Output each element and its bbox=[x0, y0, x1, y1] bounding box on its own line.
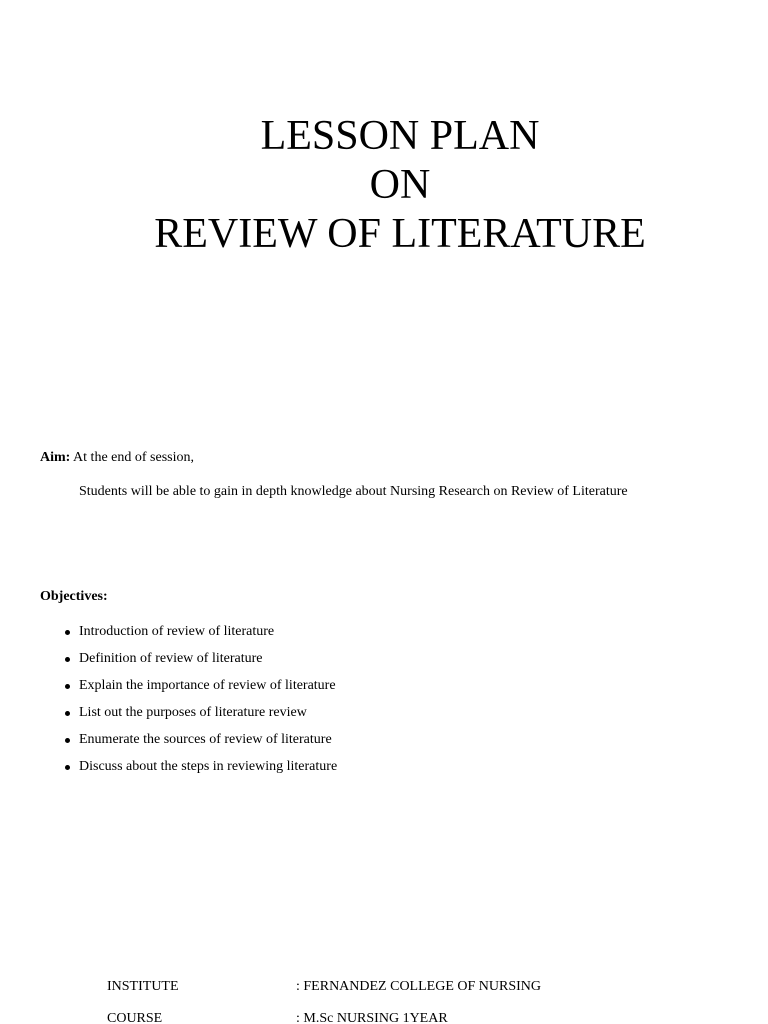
aim-text: At the end of session, bbox=[70, 450, 194, 465]
bullet-icon bbox=[65, 765, 70, 770]
info-label: INSTITUTE bbox=[107, 979, 179, 994]
objective-text: Introduction of review of literature bbox=[79, 624, 275, 639]
objective-text: List out the purposes of literature review bbox=[79, 705, 307, 720]
title-line-3: REVIEW OF LITERATURE bbox=[154, 211, 646, 257]
bullet-icon bbox=[65, 630, 70, 635]
info-value: : FERNANDEZ COLLEGE OF NURSING bbox=[296, 979, 541, 994]
bullet-icon bbox=[65, 711, 70, 716]
aim-description: Students will be able to gain in depth knowledge about Nursing Research on Review of Literature bbox=[79, 484, 628, 499]
aim-label: Aim: bbox=[40, 450, 71, 465]
objectives-heading: Objectives: bbox=[40, 589, 108, 604]
info-value: : M.Sc NURSING 1YEAR bbox=[296, 1011, 448, 1024]
objective-text: Enumerate the sources of review of literature bbox=[79, 732, 332, 747]
title-line-1: LESSON PLAN bbox=[260, 113, 540, 159]
title-line-2: ON bbox=[369, 162, 431, 208]
document-title bbox=[0, 112, 768, 259]
bullet-icon bbox=[65, 657, 70, 662]
bullet-icon bbox=[65, 684, 70, 689]
bullet-icon bbox=[65, 738, 70, 743]
aim-section bbox=[40, 449, 194, 467]
objective-text: Explain the importance of review of literature bbox=[79, 678, 336, 693]
info-label: COURSE bbox=[107, 1011, 163, 1024]
objective-text: Definition of review of literature bbox=[79, 651, 263, 666]
objective-text: Discuss about the steps in reviewing literature bbox=[79, 759, 338, 774]
